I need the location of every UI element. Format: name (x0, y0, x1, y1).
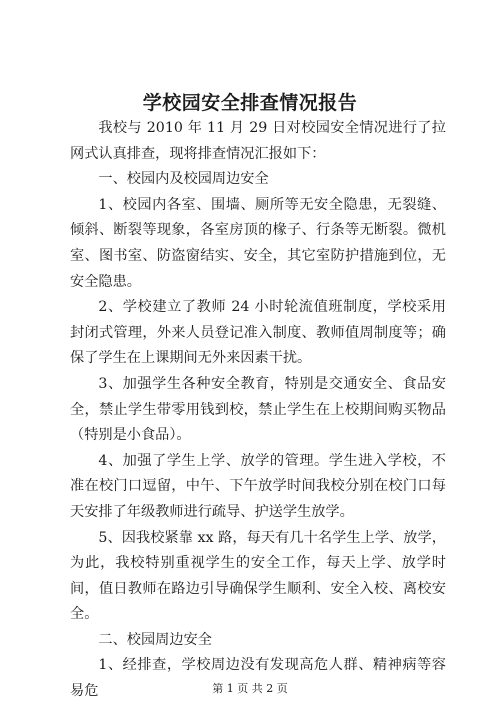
paragraph-item-1: 1、校园内各室、围墙、厕所等无安全隐患，无裂缝、倾斜、断裂等现象，各室房顶的椽子、行条等无断裂。微机室、图书室、防盗窗结实、安全，其它室防护措施到位，无安全隐患。 (70, 196, 446, 290)
paragraph-item-3: 3、加强学生各种安全教育，特别是交通安全、食品安全，禁止学生带零用钱到校，禁止学生在上校期间购买物品（特别是小食品）。 (70, 375, 446, 444)
paragraph-item-5: 5、因我校紧靠 xx 路，每天有几十名学生上学、放学，为此，我校特别重视学生的安全工作，每天上学、放学时间，值日教师在路边引导确保学生顺利、安全入校、离校安全。 (70, 529, 446, 623)
paragraph-item-2: 2、学校建立了教师 24 小时轮流值班制度，学校采用封闭式管理，外来人员登记准入制度、教师值周制度等；确保了学生在上课期间无外来因素干扰。 (70, 299, 446, 367)
paragraph-section2-item-1: 1、经排查，学校周边没有发现高危人群、精神病等容易危 (70, 657, 446, 700)
page-footer: 第 1 页 共 2 页 (212, 682, 288, 695)
section-heading-1: 一、校园内及校园周边安全 (98, 171, 269, 188)
paragraph-item-4: 4、加强了学生上学、放学的管理。学生进入学校，不准在校门口逗留，中午、下午放学时间我校分别在校门口每天安排了年级教师进行疏导、护送学生放学。 (70, 452, 446, 520)
paragraph-intro: 我校与 2010 年 11 月 29 日对校园安全情况进行了拉网式认真排查，现将排查情况汇报如下： (70, 120, 446, 162)
section-heading-2: 二、校园周边安全 (98, 631, 212, 648)
document-body (70, 116, 446, 705)
document-title: 学校园安全排查情况报告 (142, 92, 358, 114)
